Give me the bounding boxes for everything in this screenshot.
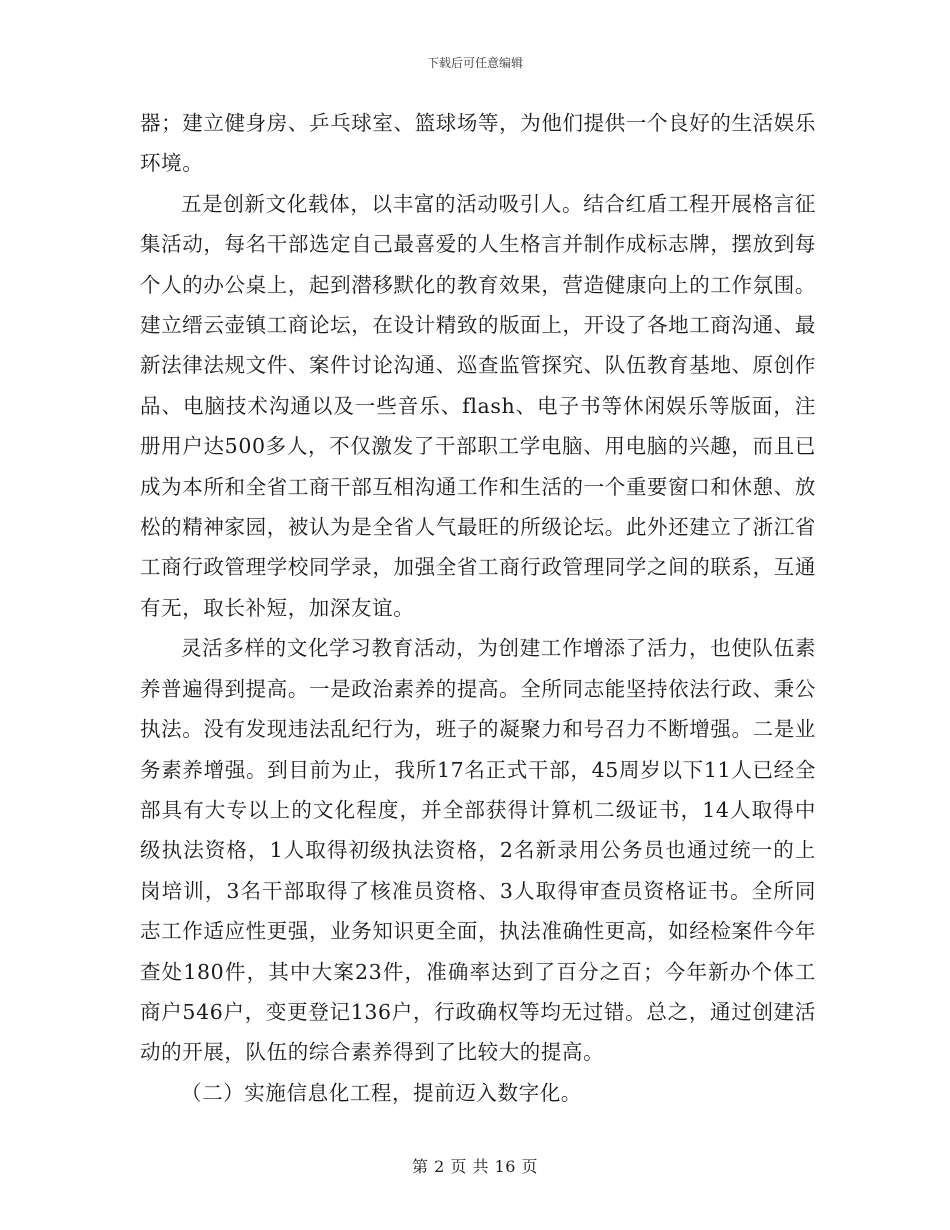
section-heading-informatization: （二）实施信息化工程，提前迈入数字化。 [181,1080,582,1105]
document-body [140,103,816,1113]
page-header: 下载后可任意编辑 [426,56,523,70]
page-number-footer: 第 2 页 共 16 页 [412,1157,538,1176]
paragraph-continuation: 器；建立健身房、乒乓球室、篮球场等，为他们提供一个良好的生活娱乐环境。 [140,111,816,176]
paragraph-culture-carrier: 五是创新文化载体，以丰富的活动吸引人。结合红盾工程开展格言征集活动，每名干部选定自己最喜爱的人生格言并制作成标志牌，摆放到每个人的办公桌上，起到潜移默化的教育效果，营造健康向上的工作氛围。建立缙云壶镇工商论坛，在设计精致的版面上，开设了各地工商沟通、最新法律法规文件、案件讨论沟通、巡查监管探究、队伍教育基地、原创作品、电脑技术沟通以及一些音乐、flash、电子书等休闲娱乐等版面，注册用户达500多人，不仅激发了干部职工学电脑、用电脑的兴趣，而且已成为本所和全省工商干部互相沟通工作和生活的一个重要窗口和休憩、放松的精神家园，被认为是全省人气最旺的所级论坛。此外还建立了浙江省工商行政管理学校同学录，加强全省工商行政管理同学之间的联系，互通有无，取长补短，加深友谊。 [140,191,816,620]
paragraph-quality-improvement: 灵活多样的文化学习教育活动，为创建工作增添了活力，也使队伍素养普遍得到提高。一是政治素养的提高。全所同志能坚持依法行政、秉公执法。没有发现违法乱纪行为，班子的凝聚力和号召力不断增强。二是业务素养增强。到目前为止，我所17名正式干部，45周岁以下11人已经全部具有大专以上的文化程度，并全部获得计算机二级证书，14人取得中级执法资格，1人取得初级执法资格，2名新录用公务员也通过统一的上岗培训，3名干部取得了核准员资格、3人取得审查员资格证书。全所同志工作适应性更强，业务知识更全面，执法准确性更高，如经检案件今年查处180件，其中大案23件，准确率达到了百分之百；今年新办个体工商户546户，变更登记136户，行政确权等均无过错。总之，通过创建活动的开展，队伍的综合素养得到了比较大的提高。 [140,636,816,1065]
